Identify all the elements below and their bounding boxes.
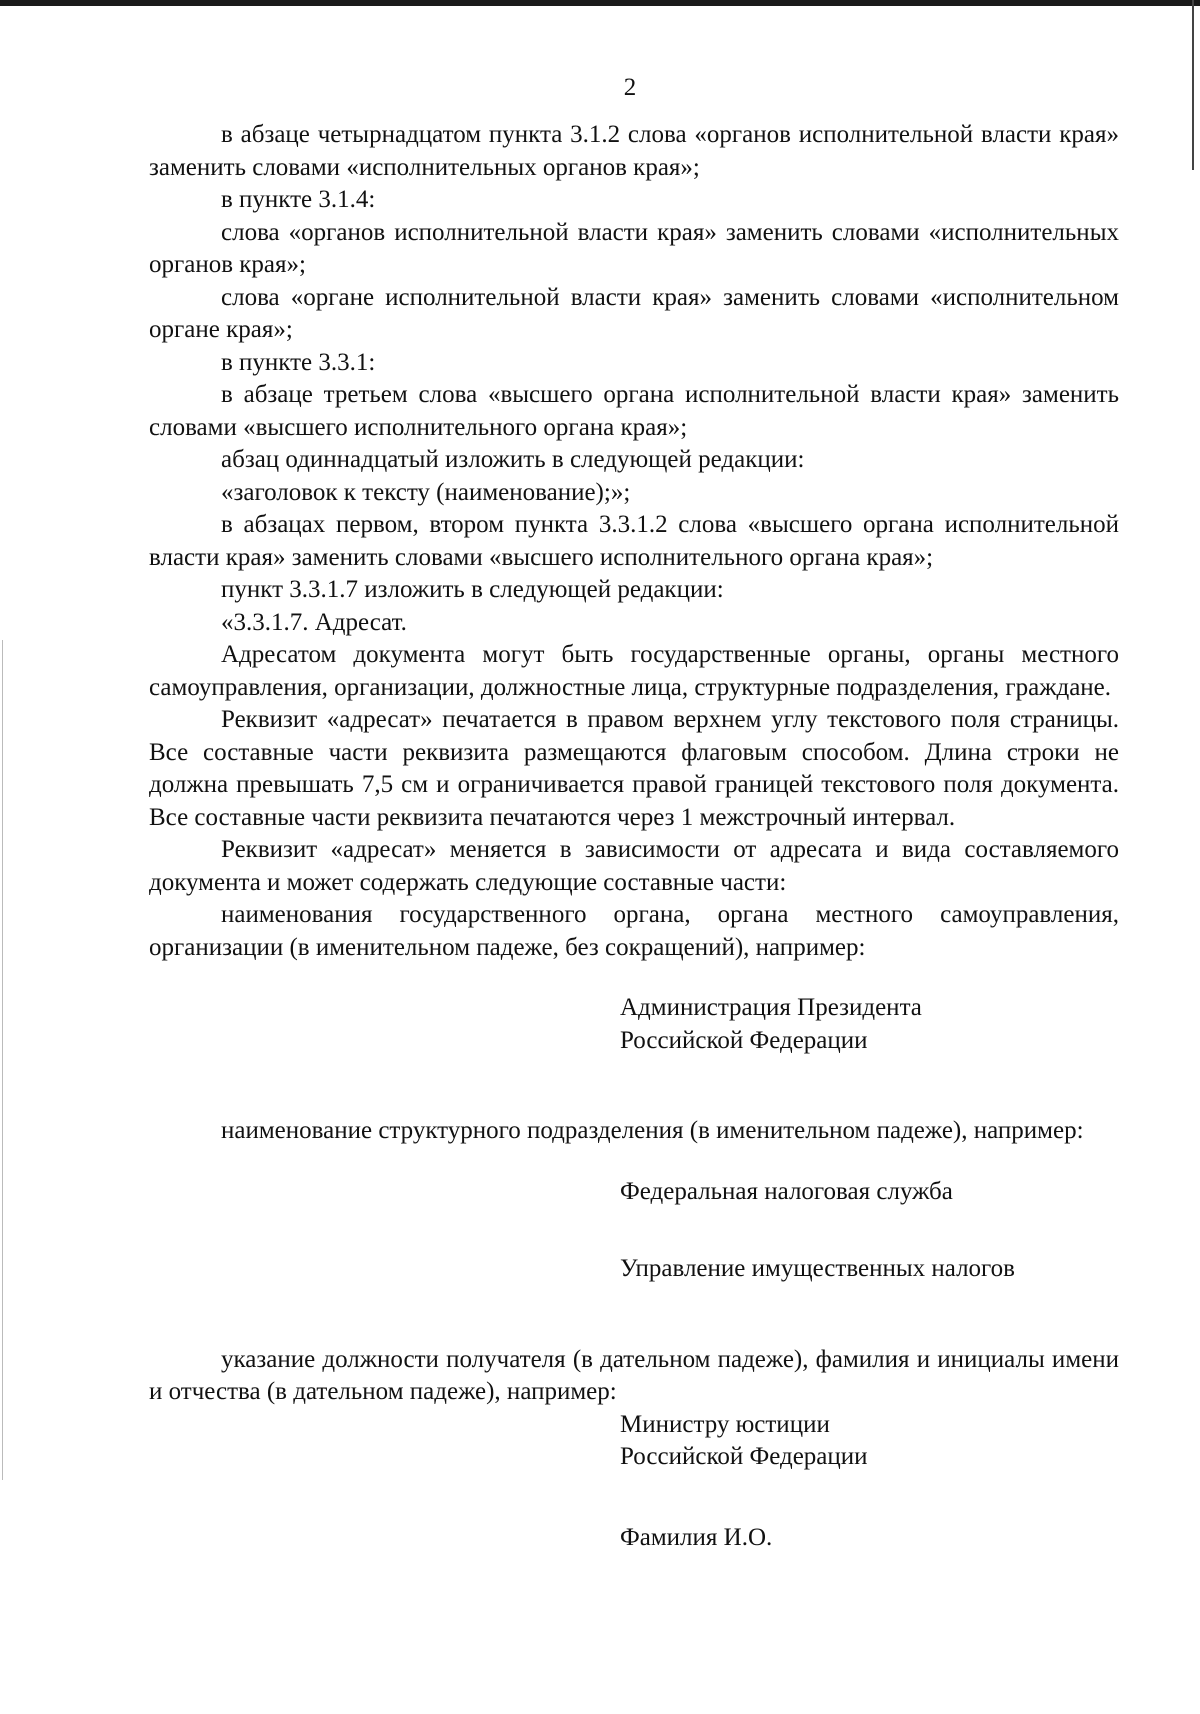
paragraph: в абзаце третьем слова «высшего органа исполнительной власти края» заменить словами «высшего исполнительного органа края»; bbox=[149, 381, 1119, 441]
addressee-example-line: Российской Федерации bbox=[620, 1443, 868, 1470]
spacer bbox=[149, 964, 1119, 992]
spacer bbox=[149, 1208, 1119, 1253]
addressee-example-line: Федеральная налоговая служба bbox=[620, 1177, 953, 1205]
paragraph: в пункте 3.1.4: bbox=[221, 186, 376, 213]
paragraph: Реквизит «адресат» меняется в зависимости от адресата и вида составляемого документа и может содержать следующие составные части: bbox=[149, 836, 1119, 896]
addressee-example-line: Российской Федерации bbox=[620, 1026, 868, 1054]
paragraph: абзац одиннадцатый изложить в следующей редакции: bbox=[221, 446, 805, 473]
spacer bbox=[149, 1148, 1119, 1176]
paragraph: Реквизит «адресат» печатается в правом верхнем углу текстового поля страницы. Все составные части реквизита размещаются флаговым способом. Длина строки не должна превышать 7,5 см и ограничивается правой границей текстового поля документа. Все составные части реквизита печатаются через 1 межстрочный интервал. bbox=[149, 706, 1119, 831]
paragraph: Адресатом документа могут быть государственные органы, органы местного самоуправления, организации, должностные лица, структурные подразделения, граждане. bbox=[149, 641, 1119, 701]
paragraph: в абзацах первом, втором пункта 3.3.1.2 слова «высшего органа исполнительной власти края» заменить словами «высшего исполнительного органа края»; bbox=[149, 511, 1119, 571]
paragraph: пункт 3.3.1.7 изложить в следующей редакции: bbox=[221, 576, 724, 603]
paragraph: наименования государственного органа, органа местного самоуправления, организации (в именительном падеже, без сокращений), например: bbox=[149, 901, 1119, 961]
addressee-example-line: Управление имущественных налогов bbox=[620, 1255, 1015, 1282]
paragraph: «заголовок к тексту (наименование);»; bbox=[221, 478, 631, 506]
page-number: 2 bbox=[623, 74, 637, 101]
addressee-example-line: Администрация Президента bbox=[620, 994, 922, 1021]
paragraph: в пункте 3.3.1: bbox=[221, 348, 376, 376]
paragraph: наименование структурного подразделения (в именительном падеже), например: bbox=[221, 1117, 1084, 1144]
scan-left-edge bbox=[2, 640, 3, 1480]
addressee-name: Фамилия И.О. bbox=[620, 1523, 773, 1551]
scan-top-border bbox=[0, 0, 1200, 6]
document-body bbox=[149, 119, 1119, 1554]
paragraph: «3.3.1.7. Адресат. bbox=[221, 608, 407, 636]
spacer bbox=[149, 1286, 1119, 1344]
paragraph: слова «органов исполнительной власти края» заменить словами «исполнительных органов края»; bbox=[149, 218, 1119, 278]
paragraph: указание должности получателя (в дательном падеже), фамилия и инициалы имени и отчества (в дательном падеже), например: bbox=[149, 1345, 1119, 1405]
paragraph: слова «органе исполнительной власти края» заменить словами «исполнительном органе края»; bbox=[149, 283, 1119, 343]
spacer bbox=[149, 1057, 1119, 1115]
paragraph: в абзаце четырнадцатом пункта 3.1.2 слова «органов исполнительной власти края» заменить словами «исполнительных органов края»; bbox=[149, 121, 1119, 181]
spacer bbox=[149, 1474, 1119, 1522]
addressee-example-line: Министру юстиции bbox=[620, 1410, 830, 1438]
